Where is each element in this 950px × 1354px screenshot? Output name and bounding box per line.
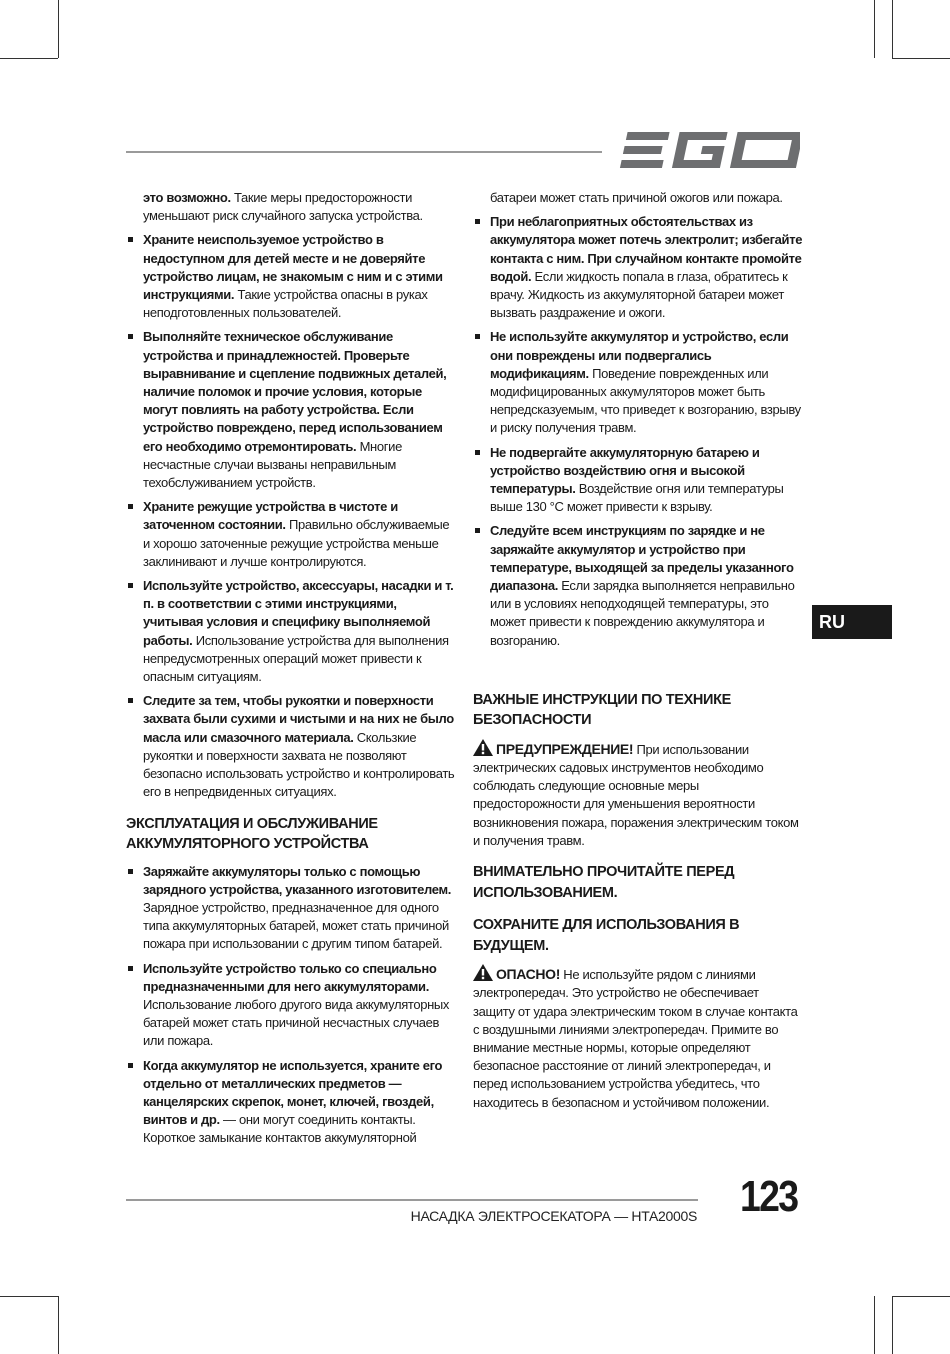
- bullet-square-icon: [128, 1063, 133, 1068]
- list-item: Следите за тем, чтобы рукоятки и поверхности захвата были сухими и чистыми и на них не было масла или смазочного материала. Скользкие рукоятки и поверхности захвата не позволяют безопасно использовать устройство и контролировать его в непредвиденных ситуациях.: [126, 692, 456, 801]
- list-item: Используйте устройство только со специально предназначенными для него аккумуляторами. Использование любого другого вида аккумуляторных батарей может стать причиной несчастных случаев или пожара.: [126, 960, 456, 1051]
- bullet-square-icon: [128, 698, 133, 703]
- crop-mark: [892, 1296, 893, 1354]
- list-item: Выполняйте техническое обслуживание устройства и принадлежностей. Проверьте выравнивание и сцепление подвижных деталей, наличие поломок и прочие условия, которые могут повлиять на работу устройства. Если устройство повреждено, перед использованием его необходимо отремонтировать. Многие несчастные случаи вызваны неправильным техобслуживанием устройств.: [126, 328, 456, 492]
- danger-triangle-icon: [473, 964, 493, 981]
- ego-logo: [618, 130, 800, 170]
- list-item: Заряжайте аккумуляторы только с помощью зарядного устройства, указанного изготовителем. Зарядное устройство, предназначенное для одного типа аккумуляторных батарей, может стать причиной пожара при использовании с другим типом батарей.: [126, 863, 456, 954]
- crop-mark: [892, 0, 893, 58]
- bullet-square-icon: [475, 334, 480, 339]
- footer-title: НАСАДКА ЭЛЕКТРОСЕКАТОРА — НТА2000S: [410, 1208, 697, 1224]
- list-item: Когда аккумулятор не используется, храните его отдельно от металлических предметов — канцелярских скрепок, монет, ключей, гвоздей, винтов и др. — они могут соединить контакты. Короткое замыкание контактов аккумуляторной: [126, 1057, 456, 1148]
- bullet-square-icon: [128, 869, 133, 874]
- bullet-square-icon: [128, 334, 133, 339]
- danger-paragraph: ОПАСНО! Не используйте рядом с линиями электропередач. Это устройство не обеспечивает защиту от удара электрическим током в случае контакта с воздушными линиями электропередач. Примите во внимание местные нормы, которые определяют безопасное расстояние от линий электропередач, и перед использованием устройства убедитесь, что находитесь в безопасном и устойчивом положении.: [473, 966, 798, 1110]
- list-item: Храните режущие устройства в чистоте и заточенном состоянии. Правильно обслуживаемые и хорошо заточенные режущие устройства меньше заклинивают и лучше контролируются.: [126, 498, 456, 571]
- crop-mark: [874, 0, 875, 58]
- warning-triangle-icon: [473, 739, 493, 756]
- crop-mark: [874, 1296, 875, 1354]
- continued-paragraph: батареи может стать причиной ожогов или пожара.: [490, 190, 783, 205]
- bullet-square-icon: [128, 504, 133, 509]
- bullet-square-icon: [475, 450, 480, 455]
- page-number: 123: [740, 1172, 798, 1221]
- list-item: Используйте устройство, аксессуары, насадки и т. п. в соответствии с этими инструкциями, учитывая условия и специфику выполняемой работы. Использование устройства для выполнения непредусмотренных операций может привести к опасным ситуациям.: [126, 577, 456, 686]
- list-item: При неблагоприятных обстоятельствах из аккумулятора может потечь электролит; избегайте контакта с ним. При случайном контакте промойте водой. Если жидкость попала в глаза, обратитесь к врачу. Жидкость из аккумуляторной батареи может вызвать раздражение и ожоги.: [473, 213, 803, 322]
- bullet-square-icon: [128, 237, 133, 242]
- danger-label: ОПАСНО!: [496, 966, 561, 983]
- bullet-square-icon: [128, 966, 133, 971]
- list-item: Следуйте всем инструкциям по зарядке и не заряжайте аккумулятор и устройство при температуре, выходящей за пределы указанного диапазона. Если зарядка выполняется неправильно или в условиях неподходящей температуры, это может привести к повреждению аккумулятора и возгоранию.: [473, 522, 803, 649]
- bullet-square-icon: [128, 583, 133, 588]
- section-heading: ВНИМАТЕЛЬНО ПРОЧИТАЙТЕ ПЕРЕД ИСПОЛЬЗОВАНИЕМ.: [473, 864, 735, 901]
- list-item: Не используйте аккумулятор и устройство, если они повреждены или подвергались модификациям. Поведение поврежденных или модифицированных аккумуляторов может быть непредсказуемым, что приведет к возгоранию, взрыву и риску получения травм.: [473, 328, 803, 437]
- right-column: [473, 189, 803, 1118]
- list-item: Храните неиспользуемое устройство в недоступном для детей месте и не доверяйте устройство лицам, не знакомым с ним и с этими инструкциями. Такие устройства опасны в руках неподготовленных пользователей.: [126, 231, 456, 322]
- bullet-square-icon: [475, 219, 480, 224]
- crop-mark: [892, 1296, 950, 1297]
- continued-paragraph: это возможно. Такие меры предосторожности уменьшают риск случайного запуска устройства.: [143, 190, 423, 224]
- crop-mark: [892, 58, 950, 59]
- crop-mark: [0, 1296, 58, 1297]
- crop-mark: [0, 58, 58, 59]
- crop-mark: [58, 1296, 59, 1354]
- crop-mark: [58, 0, 59, 58]
- section-heading: СОХРАНИТЕ ДЛЯ ИСПОЛЬЗОВАНИЯ В БУДУЩЕМ.: [473, 917, 740, 954]
- header-rule: [126, 151, 602, 153]
- footer-rule: [126, 1199, 698, 1201]
- list-item: Не подвергайте аккумуляторную батарею и устройство воздействию огня и высокой температуры. Воздействие огня или температуры выше 130 °С может привести к взрыву.: [473, 444, 803, 517]
- left-column: [126, 189, 456, 1154]
- warning-paragraph: ПРЕДУПРЕЖДЕНИЕ! При использовании электрических садовых инструментов необходимо соблюдать следующие основные меры предосторожности для уменьшения вероятности возникновения пожара, поражения электрическим током и получения травм.: [473, 740, 799, 848]
- bullet-square-icon: [475, 528, 480, 533]
- language-tab: RU: [812, 605, 892, 639]
- section-heading: ЭКСПЛУАТАЦИЯ И ОБСЛУЖИВАНИЕ АККУМУЛЯТОРНОГО УСТРОЙСТВА: [126, 815, 378, 852]
- section-heading: ВАЖНЫЕ ИНСТРУКЦИИ ПО ТЕХНИКЕ БЕЗОПАСНОСТИ: [473, 691, 731, 729]
- warning-label: ПРЕДУПРЕЖДЕНИЕ!: [496, 740, 634, 757]
